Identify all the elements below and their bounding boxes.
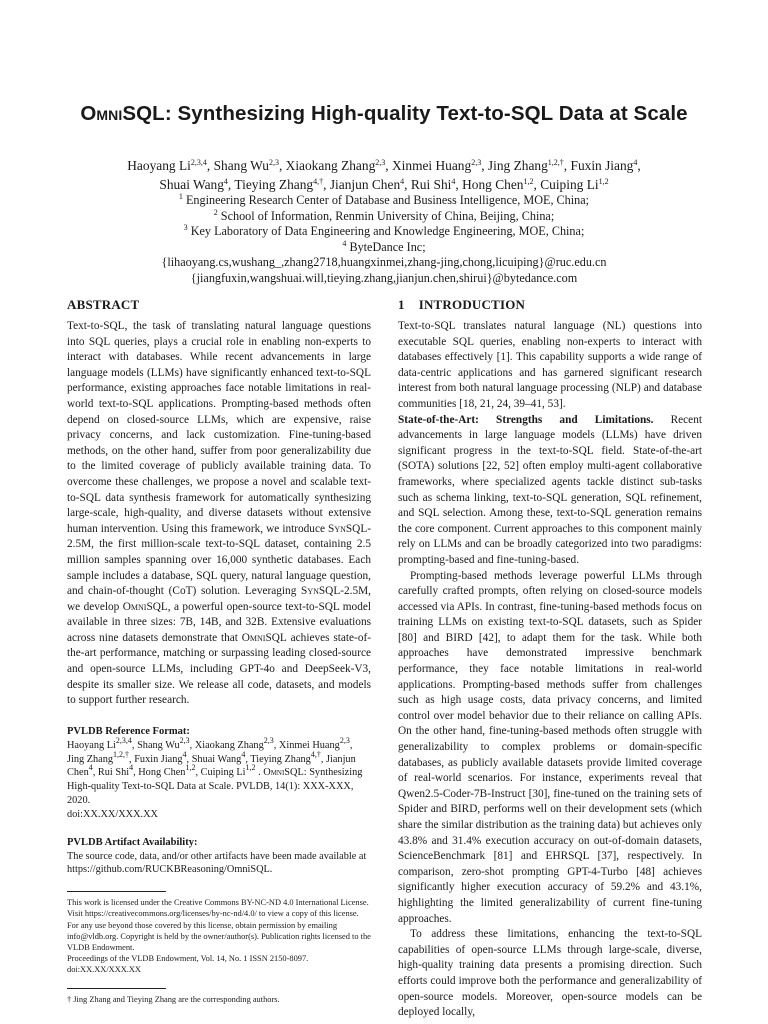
author-line-2: Shuai Wang$^4$, Tieying Zhang$^{4,\dagger}$, Jianjun Chen$^4$, Rui Shi$^4$, Hong Chen$^{1,2}$, Cuiping Li$^{1,2}$ <box>159 177 609 192</box>
author-affiliation-sup: 4 <box>129 763 134 773</box>
author-name: Fuxin Jiang <box>570 158 634 173</box>
author-affiliation-sup: 1,2 <box>598 177 609 186</box>
author-name: Rui Shi <box>97 767 130 779</box>
email-line-bytedance: {jiangfuxin,wangshuai.will,tieying.zhang,jianjun.chen,shirui}@bytedance.com <box>190 270 578 285</box>
abstract-heading: ABSTRACT <box>67 297 140 312</box>
author-affiliation-sup: 1,2 <box>523 177 534 186</box>
author-affiliation-sup: 1,2,† <box>113 749 130 759</box>
author-name: Shuai Wang <box>191 753 242 765</box>
author-affiliation-sup: 4 <box>223 177 228 186</box>
author-affiliation-sup: 4 <box>633 158 638 167</box>
author-name: Hong Chen <box>138 767 186 779</box>
author-affiliation-sup: 1,2 <box>185 763 196 773</box>
pvldb-reference-heading: PVLDB Reference Format: <box>67 725 190 737</box>
author-name: Tieying Zhang <box>234 177 314 192</box>
author-affiliation-sup: 4 <box>182 749 187 759</box>
intro-paragraph-2: State-of-the-Art: Strengths and Limitations. Recent advancements in large language models (LLMs) have driven significant progress in the text-to-SQL field. State-of-the-art (SOTA) solutions [22, 52] often employ multi-agent collaborative frameworks, where specialized agents tackle distinct sub-tasks such as schema linking, text-to-SQL generation, SQL refinement, and SQL selection. Among these, text-to-SQL generation remains the core component. Current approaches to this component mainly rely on LLMs and can be broadly categorized into two paradigms: prompting-based and fine-tuning-based. <box>398 413 702 566</box>
author-name: Haoyang Li <box>67 739 116 751</box>
author-affiliation-sup: 4,† <box>310 749 321 759</box>
affiliation-line: $^4$ ByteDance Inc; <box>342 238 426 254</box>
author-line-1: Haoyang Li$^{2,3,4}$, Shang Wu$^{2,3}$, Xiaokang Zhang$^{2,3}$, Xinmei Huang$^{2,3}$, Jing Zhang$^{1,2,\dagger}$, Fuxin Jiang$^4$, <box>127 158 641 173</box>
author-affiliation-sup: 1,2 <box>245 763 256 773</box>
introduction-heading: 1 INTRODUCTION <box>398 297 526 312</box>
intro-paragraph-3: Prompting-based methods leverage powerful LLMs through carefully crafted prompts, often relying on closed-source models accessed via APIs. In contrast, fine-tuning-based methods focus on training LLMs on existing text-to-SQL datasets, such as Spider [80] and BIRD [42], to adapt them for the task. While both approaches have demonstrated impressive benchmark performance, they face notable limitations in real-world applications. Prompting-based methods suffer from challenges such as high usage costs, data privacy concerns, and limited control over model behavior due to their reliance on calling APIs. On the other hand, fine-tuning-based methods often struggle with generalizability to complex problems or domain-specific databases, as publicly available datasets provide limited coverage of real-world scenarios. For instance, experiments reveal that Qwen2.5-Coder-7B-Instruct [30], fine-tuned on the training sets of Spider and BIRD, performs well on their development sets (which share the similar distribution as the training data) but achieves only 43.8% and 31.4% execution accuracy on out-of-domain datasets, ScienceBenchmark [81] and EHRSQL [37], respectively. In comparison, zero-shot prompting GPT-4-Turbo [48] achieves significantly higher execution accuracy of 59.2% and 43.1%, highlighting the limited generalizability of current fine-tuning approaches. <box>398 569 702 925</box>
author-name: Jianjun Chen <box>67 753 356 779</box>
right-column <box>398 296 702 1021</box>
author-name: Xinmei Huang <box>391 158 472 173</box>
affiliations <box>60 193 708 286</box>
author-name: Tieying Zhang <box>250 753 311 765</box>
author-affiliation-sup: 4 <box>241 749 246 759</box>
author-name: Rui Shi <box>410 177 452 192</box>
footnote-rule <box>67 891 166 892</box>
author-affiliation-sup: 2,3 <box>471 158 482 167</box>
author-affiliation-sup: 2,3 <box>375 158 386 167</box>
author-name: Xinmei Huang <box>278 739 340 751</box>
artifact-text: The source code, data, and/or other artifacts have been made available at https://github.com/RUCKBReasoning/OmniSQL. <box>67 850 367 876</box>
paper-title: OmniSQL: Synthesizing High-quality Text-to-SQL Data at Scale <box>80 102 688 125</box>
artifact-heading: PVLDB Artifact Availability: <box>67 836 198 848</box>
author-name: Jianjun Chen <box>329 177 401 192</box>
author-name: Xiaokang Zhang <box>285 158 376 173</box>
affiliation-line: $^3$ Key Laboratory of Data Engineering and Knowledge Engineering, MOE, China; <box>183 223 585 238</box>
author-name: Shang Wu <box>137 739 180 751</box>
email-line-ruc: {lihaoyang.cs,wushang_,zhang2718,huangxinmei,zhang-jing,chong,licuiping}@ruc.edu.cn <box>161 255 607 269</box>
author-name: Cuiping Li <box>540 177 599 192</box>
author-affiliation-sup: 2,3 <box>179 735 190 745</box>
pvldb-reference-text: Haoyang Li$^{2,3,4}$, Shang Wu$^{2,3}$, Xiaokang Zhang$^{2,3}$, Xinmei Huang$^{2,3}$, Jing Zhang$^{1,2,\dagger}$, Fuxin Jiang$^4$, Shuai Wang$^4$, Tieying Zhang$^{4,\dagger}$, Jianjun Chen$^4$, Rui Shi$^4$, Hong Chen$^{1,2}$, Cuiping Li$^{1,2}$ . OmniSQL: Synthesizing High-quality Text-to-SQL Data at Scale. PVLDB, 14(1): XXX-XXX, 2020. doi:XX.XX/XXX.XX <box>67 735 363 820</box>
author-affiliation-sup: 1,2,† <box>547 158 564 167</box>
author-list <box>70 156 698 194</box>
author-name: Fuxin Jiang <box>134 753 183 765</box>
author-affiliation-sup: 2,3,4 <box>190 158 207 167</box>
intro-paragraph-4: To address these limitations, enhancing the text-to-SQL capabilities of open-source LLMs through large-scale, diverse, high-quality training data presents a promising direction. Such efforts could improve both the performance and generalizability of open-source models. Moreover, open-source models can be deployed locally, <box>398 928 702 1019</box>
author-affiliation-sup: 2,3 <box>263 735 274 745</box>
left-column <box>67 296 371 1005</box>
author-name: Jing Zhang <box>67 753 114 765</box>
author-name: Shang Wu <box>213 158 269 173</box>
author-name: Cuiping Li <box>200 767 246 779</box>
author-affiliation-sup: 4 <box>400 177 405 186</box>
author-name: Haoyang Li <box>127 158 191 173</box>
abstract-body: Text-to-SQL, the task of translating natural language questions into SQL queries, plays a crucial role in enabling non-experts to interact with databases. While recent advancements in large language models (LLMs) have significantly enhanced text-to-SQL performance, existing approaches face notable limitations in real-world text-to-SQL applications. Prompting-based methods often depend on closed-source LLMs, which are expensive, raise privacy concerns, and lack customization. Fine-tuning-based methods, on the other hand, suffer from poor generalizability due to the limited coverage of publicly available training data. To overcome these challenges, we propose a novel and scalable text-to-SQL data synthesis framework for automatically synthesizing large-scale, high-quality, and diverse datasets without extensive human intervention. Using this framework, we introduce SynSQL-2.5M, the first million-scale text-to-SQL dataset, containing 2.5 million samples spanning over 16,000 synthetic databases. Each sample includes a database, SQL query, natural language question, and chain-of-thought (CoT) solution. Leveraging SynSQL-2.5M, we develop OmniSQL, a powerful open-source text-to-SQL model available in three sizes: 7B, 14B, and 32B. Extensive evaluations across nine datasets demonstrate that OmniSQL achieves state-of-the-art performance, matching or surpassing leading closed-source and open-source LLMs, including GPT-4o and DeepSeek-V3, despite its smaller size. We release all code, datasets, and models to support further research. <box>67 320 371 707</box>
license-text: This work is licensed under the Creative Commons BY-NC-ND 4.0 International License. Visit https://creativecommons.org/licenses/by-nc-nd/4.0/ to view a copy of this license. For any use beyond those covered by this license, obtain permission by emailing info@vldb.org. Copyright is held by the owner/author(s). Publication rights licensed to the VLDB Endowment. Proceedings of the VLDB Endowment, Vol. 14, No. 1 ISSN 2150-8097. doi:XX.XX/XXX.XX <box>67 898 371 975</box>
author-name: Shuai Wang <box>159 177 224 192</box>
author-affiliation-sup: 4 <box>88 763 93 773</box>
author-affiliation-sup: 2,3 <box>268 158 279 167</box>
author-affiliation-sup: 2,3 <box>339 735 350 745</box>
corresponding-author-footnote: † Jing Zhang and Tieying Zhang are the corresponding authors. <box>67 994 280 1004</box>
author-affiliation-sup: 4,† <box>313 177 324 186</box>
author-affiliation-sup: 4 <box>451 177 456 186</box>
author-name: Jing Zhang <box>487 158 548 173</box>
intro-paragraph-1: Text-to-SQL translates natural language (NL) questions into executable SQL queries, enabling non-experts to interact with databases effectively [1]. This capability supports a wide range of data-centric applications and has garnered significant research interest from both natural language processing (NLP) and database communities [18, 21, 24, 39–41, 53]. <box>398 320 702 410</box>
affiliation-line: $^2$ School of Information, Renmin University of China, Beijing, China; <box>213 207 555 223</box>
affiliation-line: $^1$ Engineering Research Center of Database and Business Intelligence, MOE, China; <box>178 192 590 207</box>
author-name: Xiaokang Zhang <box>194 739 264 751</box>
author-affiliation-sup: 2,3,4 <box>115 735 132 745</box>
author-name: Hong Chen <box>462 177 524 192</box>
footnote-rule-2 <box>67 988 166 989</box>
